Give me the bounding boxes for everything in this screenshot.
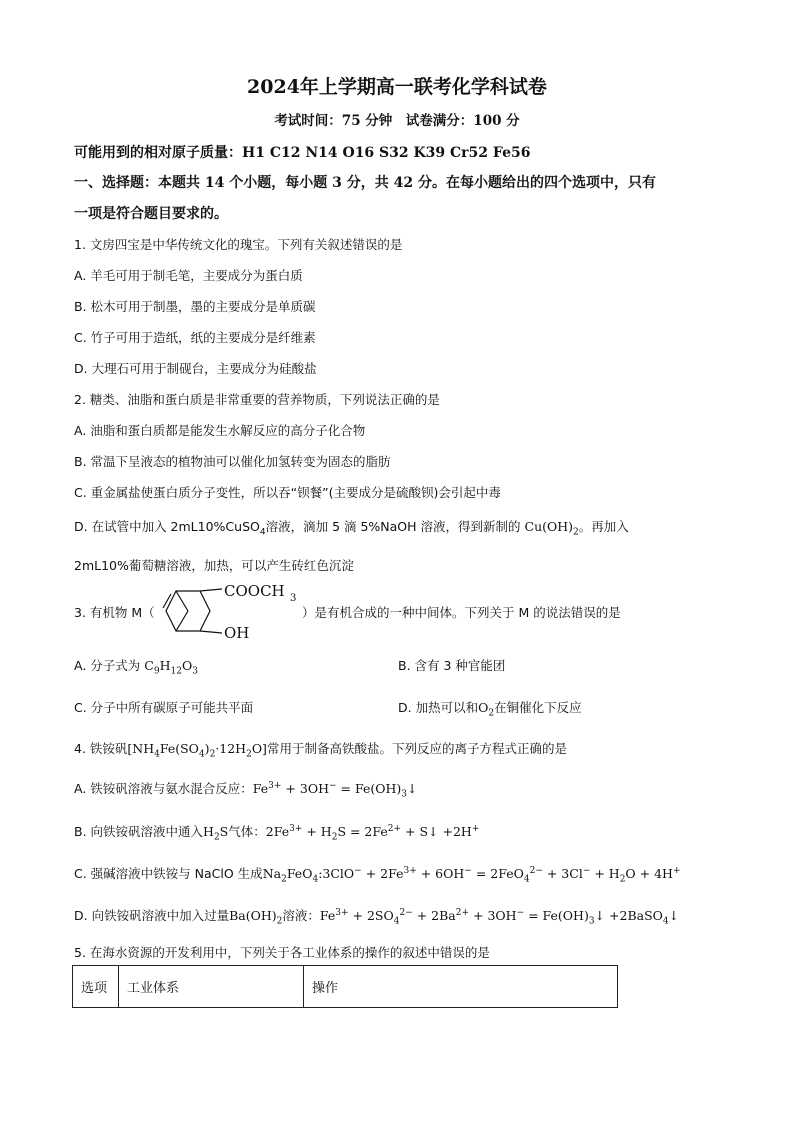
q2-stem: 2. 糖类、油脂和蛋白质是非常重要的营养物质，下列说法正确的是 <box>74 392 440 407</box>
q4-option-a: A. 铁铵矾溶液与氨水混合反应：$Fe^{3+} + 3OH^-$ = $Fe(OH)_3↓$ <box>74 780 418 800</box>
q1-stem: 1. 文房四宝是中华传统文化的瑰宝。下列有关叙述错误的是 <box>74 237 403 252</box>
molecule-structure <box>158 583 300 643</box>
q3-stem-end: ）是有机合成的一种中间体。下列关于 M 的说法错误的是 <box>302 605 621 620</box>
mol-hydroxyl-label: OH <box>224 624 250 642</box>
q1-option-b: B. 松木可用于制墨，墨的主要成分是单质碳 <box>74 299 316 314</box>
q3-option-b: B. 含有 3 种官能团 <box>398 658 506 673</box>
header-industry: 工业体系 <box>119 966 304 1008</box>
mol-ester-label: COOCH <box>224 583 285 600</box>
section-heading-line1: 一、选择题：本题共 14 个小题，每小题 3 分，共 42 分。在每小题给出的四个选项中，只有 <box>74 175 656 191</box>
q1-option-c: C. 竹子可用于造纸，纸的主要成分是纤维素 <box>74 330 316 345</box>
exam-info: 考试时间：75 分钟 试卷满分：100 分 <box>274 113 520 129</box>
q1-option-a: A. 羊毛可用于制毛笔，主要成分为蛋白质 <box>74 268 303 283</box>
q2-option-b: B. 常温下呈液态的植物油可以催化加氢转变为固态的脂肪 <box>74 454 391 469</box>
q4-option-d: D. 向铁铵矾溶液中加入过量$Ba(OH)_2$溶液：$Fe^{3+} + 2SO_4^{2-} + 2Ba^{2+} + 3OH^-$ = $Fe(OH)_3↓$ +2BaSO$_4$↓ <box>74 907 680 927</box>
q5-table <box>72 965 618 1008</box>
q4-stem: 4. 铁铵矾$[NH_4Fe(SO_4)_2\cdot 12H_2O]$常用于制备高铁酸盐。下列反应的离子方程式正确的是 <box>74 741 567 760</box>
q4-option-b: B. 向铁铵矾溶液中通入$H_2S$气体：$2Fe^{3+} + H_2S = 2Fe^{2+}$ + S↓ +2H+ <box>74 823 480 843</box>
q2-option-c: C. 重金属盐使蛋白质分子变性，所以吞“钡餐”(主要成分是硫酸钡)会引起中毒 <box>74 485 501 500</box>
q5-stem: 5. 在海水资源的开发利用中，下列关于各工业体系的操作的叙述中错误的是 <box>74 945 490 960</box>
q3-stem-start: 3. 有机物 M（ <box>74 605 155 620</box>
header-operation: 操作 <box>304 966 618 1008</box>
q3-option-a: A. 分子式为 $C_9H_{12}O_3$ <box>74 658 198 677</box>
q2-option-d: D. 在试管中加入 2mL10%CuSO$_4$溶液，滴加 5 滴 5%NaOH 溶液，得到新制的 $Cu(OH)_2$。再加入 <box>74 519 629 538</box>
header-option: 选项 <box>73 966 119 1008</box>
q1-option-d: D. 大理石可用于制砚台，主要成分为硅酸盐 <box>74 361 317 376</box>
q3-option-d: D. 加热可以和$O_2$在铜催化下反应 <box>398 700 582 719</box>
atomic-mass-line: 可能用到的相对原子质量：H1 C12 N14 O16 S32 K39 Cr52 Fe56 <box>74 145 531 161</box>
section-heading-line2: 一项是符合题目要求的。 <box>74 206 228 222</box>
q2-option-d-cont: 2mL10%葡萄糖溶液，加热，可以产生砖红色沉淀 <box>74 558 354 573</box>
mol-ester-sub: 3 <box>290 593 297 604</box>
q2-option-a: A. 油脂和蛋白质都是能发生水解反应的高分子化合物 <box>74 423 366 438</box>
q4-option-c: C. 强碱溶液中铁铵与 NaClO 生成$Na_2FeO_4:3ClO^- + 2Fe^{3+} + 6OH^- = 2FeO_4^{2-} + 3Cl^- + H_2O + 4H^+$ <box>74 865 681 885</box>
q3-option-c: C. 分子中所有碳原子可能共平面 <box>74 700 254 715</box>
table-header-row <box>73 966 618 1008</box>
page-title: 2024年上学期高一联考化学科试卷 <box>247 76 547 98</box>
